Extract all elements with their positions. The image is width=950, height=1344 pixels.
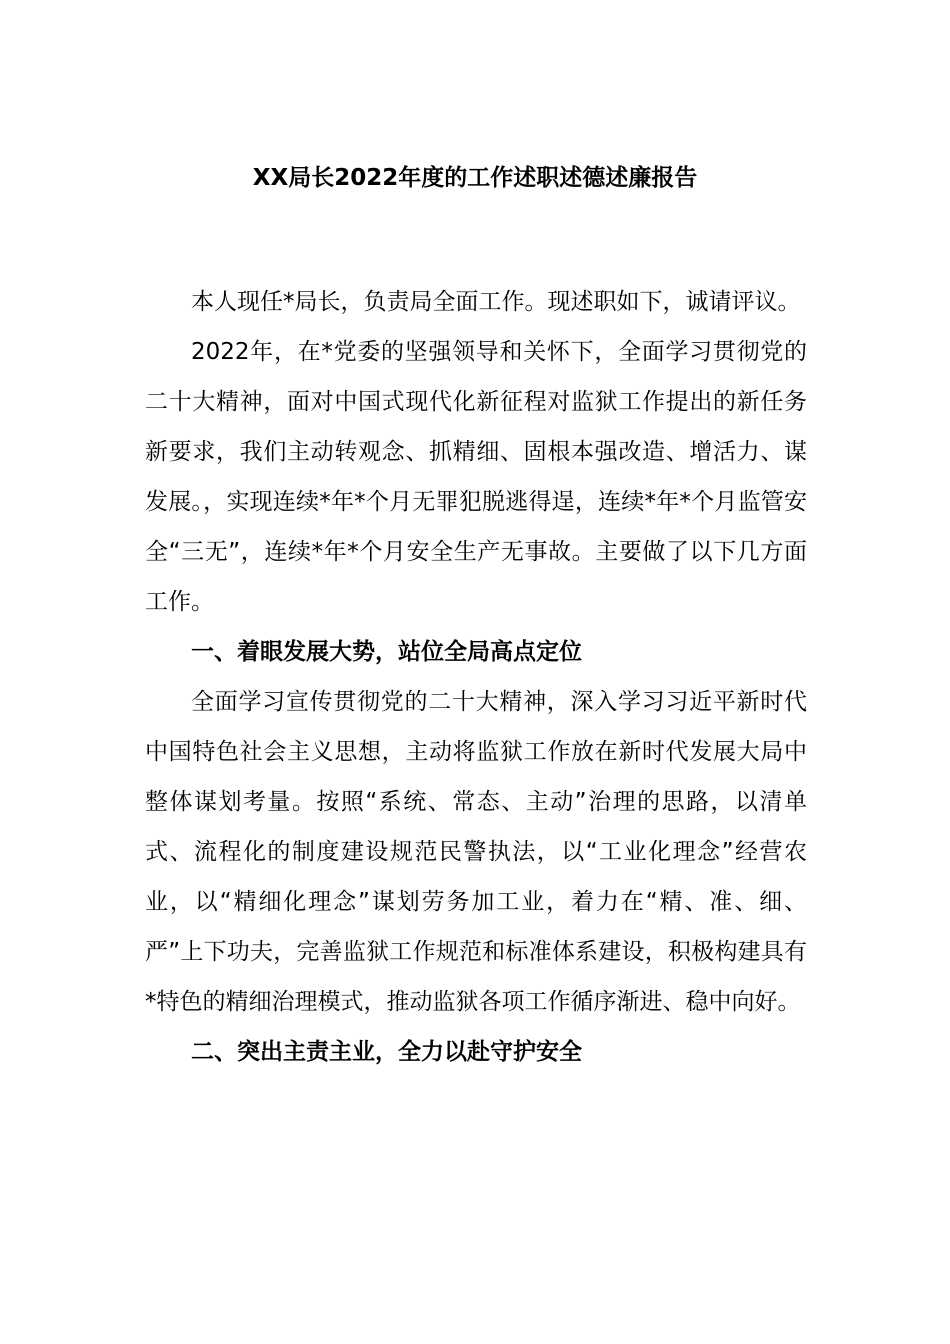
section-heading-2: 二、突出主责主业，全力以赴守护安全 <box>191 1039 582 1065</box>
paragraph-overview: 2022年，在*党委的坚强领导和关怀下，全面学习贯彻党的二十大精神，面对中国式现代化新征程对监狱工作提出的新任务新要求，我们主动转观念、抓精细、固根本强改造、增活力、谋发展。，实现连续*年*个月无罪犯脱逃得逞，连续*年*个月监管安全“三无”，连续*年*个月安全生产无事故。主要做了以下几方面工作。 <box>145 339 807 615</box>
document-title: XX局长2022年度的工作述职述德述廉报告 <box>252 165 698 191</box>
document-body <box>145 277 807 1077</box>
section-heading-1: 一、着眼发展大势，站位全局高点定位 <box>191 639 582 665</box>
section-1-paragraph: 全面学习宣传贯彻党的二十大精神，深入学习习近平新时代中国特色社会主义思想，主动将监狱工作放在新时代发展大局中整体谋划考量。按照“系统、常态、主动”治理的思路，以清单式、流程化的制度建设规范民警执法，以“工业化理念”经营农业，以“精细化理念”谋划劳务加工业，着力在“精、准、细、严”上下功夫，完善监狱工作规范和标准体系建设，积极构建具有*特色的精细治理模式，推动监狱各项工作循序渐进、稳中向好。 <box>145 689 807 1015</box>
paragraph-intro: 本人现任*局长，负责局全面工作。现述职如下，诚请评议。 <box>191 289 801 315</box>
